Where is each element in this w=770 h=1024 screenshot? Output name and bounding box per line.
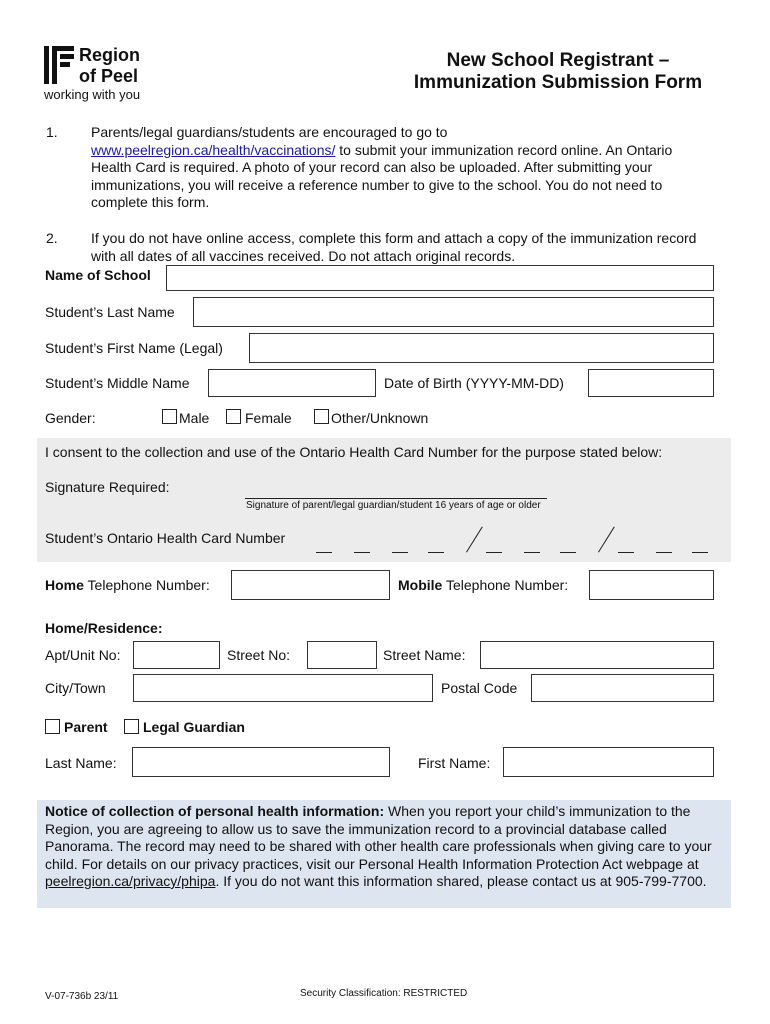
guardian-last-name-label: Last Name: (45, 755, 117, 771)
vaccinations-link[interactable]: www.peelregion.ca/health/vaccinations/ (91, 141, 336, 158)
parent-label: Parent (64, 719, 108, 735)
privacy-notice-text (45, 803, 727, 891)
postal-code-field[interactable] (531, 674, 714, 702)
guardian-first-name-label: First Name: (418, 755, 491, 771)
street-no-label: Street No: (227, 647, 291, 663)
privacy-notice-heading: Notice of collection of personal health information: (45, 803, 385, 819)
phipa-link[interactable]: peelregion.ca/privacy/phipa (45, 873, 216, 889)
hcn-digit-6[interactable] (524, 552, 540, 553)
last-name-label: Student’s Last Name (45, 304, 175, 320)
hcn-digit-2[interactable] (354, 552, 370, 553)
hcn-digit-8[interactable] (618, 552, 634, 553)
home-phone-field[interactable] (231, 570, 390, 600)
signature-label: Signature Required: (45, 479, 170, 495)
home-residence-heading: Home/Residence: (45, 620, 163, 636)
apt-field[interactable] (133, 641, 220, 669)
middle-name-label: Student’s Middle Name (45, 375, 190, 391)
home-phone-label (45, 577, 210, 594)
instruction-1-text (91, 124, 711, 212)
parent-checkbox[interactable] (45, 719, 60, 734)
hcn-digit-4[interactable] (428, 552, 444, 553)
privacy-notice-body: When you report your child’s immunization to the Region, you are agreeing to allow us to save the immunization record to a provincial database called Panorama. The record may need to be shared with other health care professionals when giving care to your child. For details on our privacy practices, visit our Personal Health Information Protection Act webpage at (45, 803, 712, 872)
instruction-1-rest: to submit your immunization record online. An Ontario Health Card is required. A photo of your record can also be uploaded. After submitting your immunizations, you will receive a reference number to give to the school. You do not need to complete this form. (91, 141, 673, 210)
dob-field[interactable] (588, 369, 714, 397)
mobile-phone-label-rest: Telephone Number: (442, 577, 569, 593)
guardian-last-name-field[interactable] (132, 747, 390, 777)
legal-guardian-label: Legal Guardian (143, 719, 245, 735)
street-name-label: Street Name: (383, 647, 466, 663)
school-name-label: Name of School (45, 267, 151, 283)
apt-label: Apt/Unit No: (45, 647, 121, 663)
mobile-phone-label (398, 577, 568, 594)
street-name-field[interactable] (480, 641, 714, 669)
street-no-field[interactable] (307, 641, 377, 669)
logo-line-of-peel: of Peel (79, 66, 139, 86)
gender-male-label: Male (179, 410, 210, 426)
logo-line-region: Region (79, 45, 140, 65)
hcn-digit-3[interactable] (392, 552, 408, 553)
hcn-digit-9[interactable] (656, 552, 672, 553)
home-phone-label-bold: Home (45, 577, 84, 593)
city-field[interactable] (133, 674, 433, 702)
school-name-field[interactable] (166, 265, 714, 291)
instruction-2-text: If you do not have online access, complete this form and attach a copy of the immunization record with all dates of all vaccines received. Do not attach original records. (91, 230, 697, 264)
consent-statement: I consent to the collection and use of the Ontario Health Card Number for the purpose stated below: (45, 444, 663, 460)
gender-female-checkbox[interactable] (226, 409, 241, 424)
first-name-label: Student’s First Name (Legal) (45, 340, 223, 356)
instruction-2-number: 2. (46, 230, 58, 246)
home-phone-label-rest: Telephone Number: (83, 577, 210, 593)
privacy-notice-contact: . If you do not want this information shared, please contact us at 905-799-7700. (215, 873, 707, 889)
signature-caption: Signature of parent/legal guardian/student 16 years of age or older (246, 500, 541, 511)
dob-label: Date of Birth (YYYY-MM-DD) (384, 375, 564, 391)
gender-male-checkbox[interactable] (162, 409, 177, 424)
gender-other-checkbox[interactable] (314, 409, 329, 424)
hcn-digit-7[interactable] (560, 552, 576, 553)
instruction-1-lead: Parents/legal guardians/students are encouraged to go to (91, 124, 448, 140)
city-label: City/Town (45, 680, 106, 696)
middle-name-field[interactable] (208, 369, 376, 397)
hcn-label: Student’s Ontario Health Card Number (45, 530, 286, 546)
form-title-line1: New School Registrant – (446, 50, 670, 71)
guardian-first-name-field[interactable] (503, 747, 714, 777)
form-title (380, 50, 736, 94)
first-name-field[interactable] (249, 333, 714, 363)
mobile-phone-field[interactable] (589, 570, 714, 600)
mobile-phone-label-bold: Mobile (398, 577, 443, 593)
hcn-digit-1[interactable] (316, 552, 332, 553)
form-title-line2: Immunization Submission Form (413, 72, 703, 93)
logo-tagline: working with you (44, 87, 141, 102)
hcn-digit-5[interactable] (486, 552, 502, 553)
gender-female-label: Female (245, 410, 292, 426)
gender-label: Gender: (45, 410, 96, 426)
form-code: V-07-736b 23/11 (45, 991, 119, 1002)
signature-line[interactable] (245, 498, 547, 499)
postal-code-label: Postal Code (441, 680, 518, 696)
security-classification: Security Classification: RESTRICTED (300, 988, 468, 999)
peel-logo-mark-icon (44, 46, 74, 86)
legal-guardian-checkbox[interactable] (124, 719, 139, 734)
instruction-1-number: 1. (46, 124, 58, 140)
gender-other-label: Other/Unknown (331, 410, 429, 426)
hcn-digit-10[interactable] (692, 552, 708, 553)
privacy-notice (37, 800, 731, 908)
last-name-field[interactable] (193, 297, 714, 327)
